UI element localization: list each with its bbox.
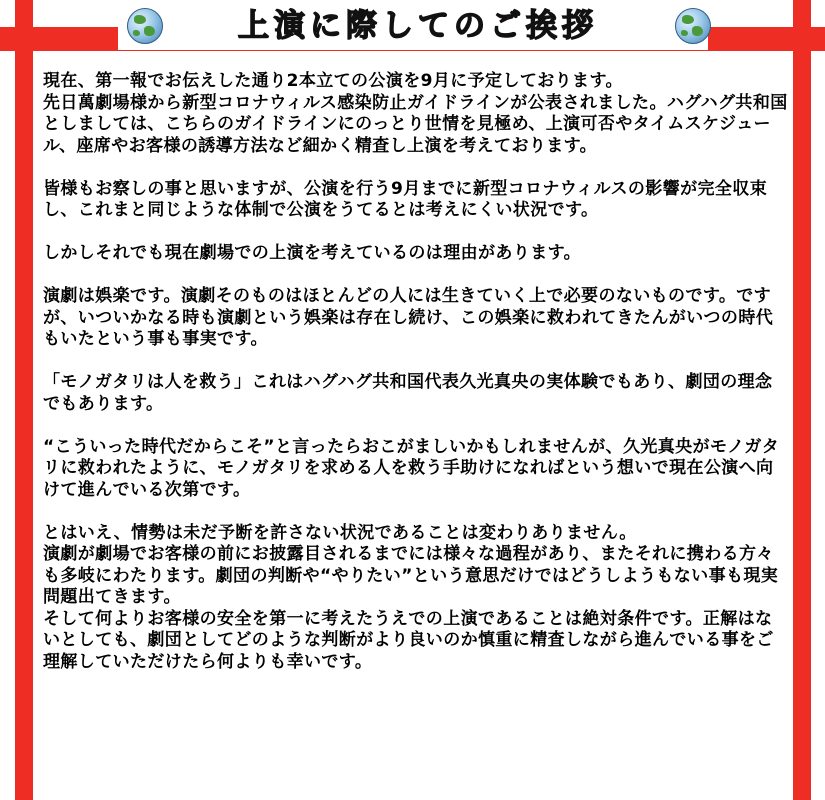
- line: 現在、第一報でお伝えした通り2本立ての公演を9月に予定しております。: [43, 71, 623, 91]
- line: とはいえ、情勢は未だ予断を許さない状況であることは変わりありません。: [43, 522, 637, 543]
- earth-globe-icon: [127, 8, 163, 44]
- left-torii-pillar: [15, 0, 33, 800]
- line: 演劇が劇場でお客様の前にお披露目されるまでには様々な過程があり、またそれに携わる方々も多岐にわたります。劇団の判断や“やりたい”という意思だけではどうしようもない事も現実問題出てきます。: [43, 544, 779, 607]
- paragraph-1: [43, 71, 788, 157]
- paragraph-2: 皆様もお察しの事と思いますが、公演を行う9月までに新型コロナウィルスの影響が完全収束し、これまと同じような体制で公演をうてるとは考えにくい状況です。: [43, 178, 768, 220]
- paragraph-5: 「モノガタリは人を救う」これはハグハグ共和国代表久光真央の実体験でもあり、劇団の理念でもあります。: [43, 372, 773, 414]
- page-title: 上演に際してのご挨拶: [238, 8, 598, 44]
- greeting-body: [43, 71, 788, 695]
- earth-globe-icon: [675, 8, 711, 44]
- line: 先日萬劇場様から新型コロナウィルス感染防止ガイドラインが公表されました。ハグハグ共和国としましては、こちらのガイドラインにのっとり世情を見極め、上演可否やタイムスケジュール、座席やお客様の誘導方法など細かく精査し上演を考えております。: [43, 92, 788, 156]
- line: そして何よりお客様の安全を第一に考えたうえでの上演であることは絶対条件です。正解はないとしても、劇団としてどのような判断がより良いのか慎重に精査しながら進んでいる事をご理解していただけたら何よりも幸いです。: [43, 608, 774, 672]
- paragraph-6: “こういった時代だからこそ”と言ったらおこがましいかもしれませんが、久光真央がモノガタリに救われたように、モノガタリを求める人を救う手助けになればという想いで現在公演へ向けて進んでいる次第です。: [43, 436, 780, 500]
- right-torii-pillar: [793, 0, 811, 800]
- paragraph-7: [43, 523, 788, 674]
- paragraph-3: しかしそれでも現在劇場での上演を考えているのは理由があります。: [43, 243, 582, 263]
- paragraph-4: 演劇は娯楽です。演劇そのものはほとんどの人には生きていく上で必要のないものです。ですが、いついかなる時も演劇という娯楽は存在し続け、この娯楽に救われてきたんがいつの時代もいたという事も事実です。: [43, 286, 774, 349]
